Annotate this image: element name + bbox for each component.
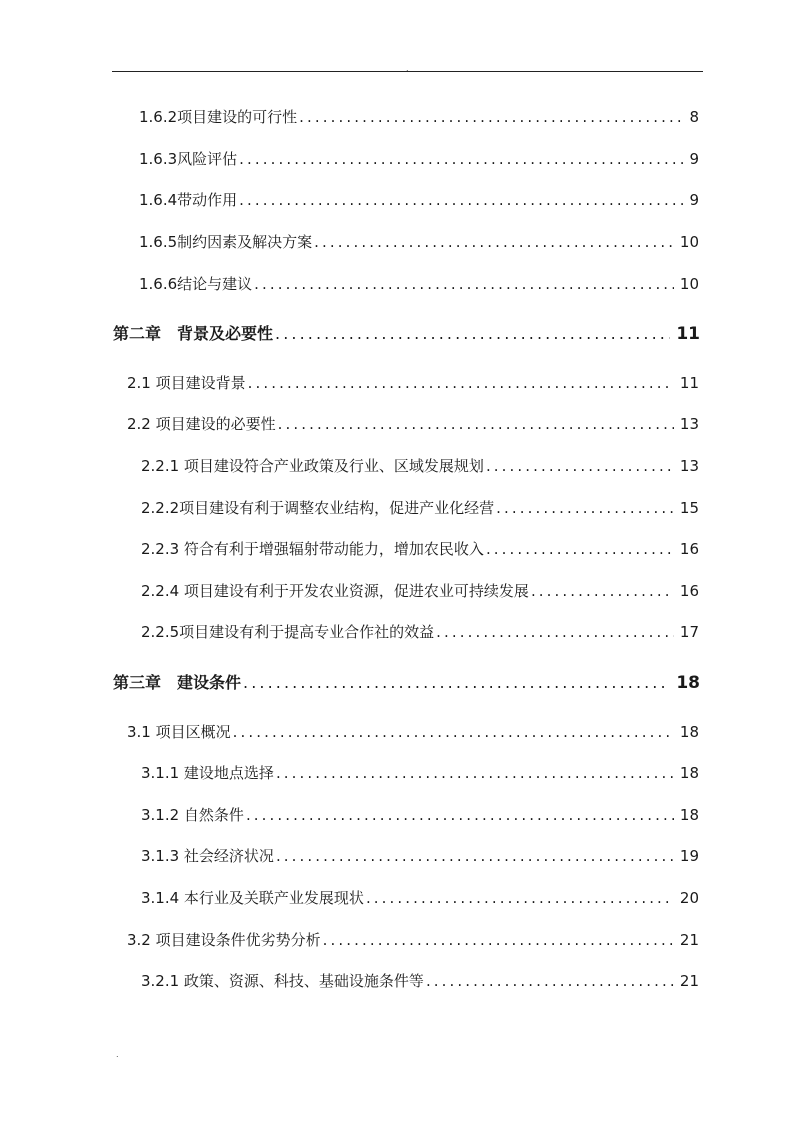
- toc-dot-leader: [366, 889, 674, 907]
- toc-entry-page: 21: [679, 931, 699, 949]
- toc-dot-leader: [239, 191, 683, 209]
- toc-entry-3-1-3[interactable]: [141, 845, 699, 866]
- toc-entry-label: 3.2 项目建设条件优劣势分析: [127, 931, 321, 949]
- toc-entry-3-2-1[interactable]: [141, 970, 699, 991]
- toc-entry-2-1[interactable]: [127, 372, 699, 393]
- toc-dot-leader: [248, 374, 674, 392]
- toc-entry-1-6-3[interactable]: [139, 148, 699, 169]
- toc-entry-page: 8: [689, 108, 699, 126]
- toc-entry-label: 3.1.3 社会经济状况: [141, 847, 274, 865]
- toc-chapter-page: 18: [676, 673, 700, 693]
- toc-entry-page: 9: [689, 191, 699, 209]
- toc-entry-label: 2.2 项目建设的必要性: [127, 415, 276, 433]
- footer-dot: .: [116, 1050, 119, 1059]
- toc-entry-2-2[interactable]: [127, 413, 699, 434]
- toc-entry-1-6-6[interactable]: [139, 273, 699, 294]
- toc-entry-label: 1.6.6结论与建议: [139, 275, 253, 293]
- toc-entry-2-2-2[interactable]: [141, 497, 699, 518]
- toc-entry-page: 20: [679, 889, 699, 907]
- toc-entry-3-1-1[interactable]: [141, 762, 699, 783]
- toc-dot-leader: [233, 723, 674, 741]
- toc-entry-page: 17: [679, 623, 699, 641]
- toc-entry-label: 2.2.1 项目建设符合产业政策及行业、区域发展规划: [141, 457, 484, 475]
- toc-entry-page: 18: [679, 764, 699, 782]
- toc-entry-3-1-2[interactable]: [141, 804, 699, 825]
- toc-entry-2-2-5[interactable]: [141, 621, 699, 642]
- toc-entry-label: 3.2.1 政策、资源、科技、基础设施条件等: [141, 972, 424, 990]
- toc-entry-page: 16: [679, 540, 699, 558]
- toc-entry-label: 2.2.3 符合有利于增强辐射带动能力，增加农民收入: [141, 540, 484, 558]
- toc-entry-3-2[interactable]: [127, 929, 699, 950]
- toc-entry-label: 3.1.2 自然条件: [141, 806, 244, 824]
- toc-dot-leader: [486, 457, 674, 475]
- toc-dot-leader: [243, 673, 670, 692]
- toc-dot-leader: [323, 931, 674, 949]
- toc-chapter-3[interactable]: [113, 670, 700, 693]
- toc-dot-leader: [246, 806, 674, 824]
- toc-entry-label: 3.1 项目区概况: [127, 723, 231, 741]
- toc-entry-label: 2.1 项目建设背景: [127, 374, 246, 392]
- header-dot: .: [406, 64, 409, 73]
- toc-entry-1-6-4[interactable]: [139, 189, 699, 210]
- toc-dot-leader: [239, 150, 683, 168]
- toc-dot-leader: [426, 972, 674, 990]
- toc-entry-2-2-3[interactable]: [141, 538, 699, 559]
- toc-dot-leader: [496, 499, 674, 517]
- toc-entry-page: 21: [679, 972, 699, 990]
- toc-dot-leader: [486, 540, 674, 558]
- toc-entry-label: 1.6.5制约因素及解决方案: [139, 233, 313, 251]
- toc-entry-1-6-5[interactable]: [139, 231, 699, 252]
- toc-chapter-label: 第三章 建设条件: [113, 673, 242, 692]
- toc-entry-label: 3.1.1 建设地点选择: [141, 764, 274, 782]
- toc-entry-3-1[interactable]: [127, 721, 699, 742]
- toc-entry-2-2-1[interactable]: [141, 455, 699, 476]
- toc-entry-page: 15: [679, 499, 699, 517]
- toc-dot-leader: [276, 847, 674, 865]
- toc-entry-3-1-4[interactable]: [141, 887, 699, 908]
- toc-chapter-label: 第二章 背景及必要性: [113, 324, 274, 343]
- toc-entry-label: 2.2.4 项目建设有利于开发农业资源，促进农业可持续发展: [141, 582, 529, 600]
- toc-entry-page: 9: [689, 150, 699, 168]
- toc-dot-leader: [254, 275, 674, 293]
- toc-entry-label: 2.2.5项目建设有利于提高专业合作社的效益: [141, 623, 435, 641]
- toc-entry-page: 13: [679, 415, 699, 433]
- toc-dot-leader: [531, 582, 674, 600]
- toc-dot-leader: [436, 623, 674, 641]
- toc-entry-label: 2.2.2项目建设有利于调整农业结构，促进产业化经营: [141, 499, 495, 517]
- toc-entry-page: 16: [679, 582, 699, 600]
- toc-entry-2-2-4[interactable]: [141, 580, 699, 601]
- toc-entry-page: 18: [679, 723, 699, 741]
- toc-entry-page: 10: [679, 233, 699, 251]
- toc-dot-leader: [278, 415, 674, 433]
- toc-entry-page: 11: [679, 374, 699, 392]
- toc-entry-page: 13: [679, 457, 699, 475]
- toc-entry-label: 1.6.3风险评估: [139, 150, 238, 168]
- toc-dot-leader: [314, 233, 674, 251]
- toc-dot-leader: [276, 764, 674, 782]
- toc-chapter-page: 11: [676, 324, 700, 344]
- toc-entry-1-6-2[interactable]: [139, 106, 699, 127]
- toc-entry-label: 3.1.4 本行业及关联产业发展现状: [141, 889, 364, 907]
- toc-dot-leader: [299, 108, 683, 126]
- toc-entry-page: 19: [679, 847, 699, 865]
- toc-chapter-2[interactable]: [113, 321, 700, 344]
- toc-dot-leader: [275, 324, 670, 343]
- toc-entry-label: 1.6.2项目建设的可行性: [139, 108, 298, 126]
- toc-entry-label: 1.6.4带动作用: [139, 191, 238, 209]
- toc-entry-page: 10: [679, 275, 699, 293]
- toc-entry-page: 18: [679, 806, 699, 824]
